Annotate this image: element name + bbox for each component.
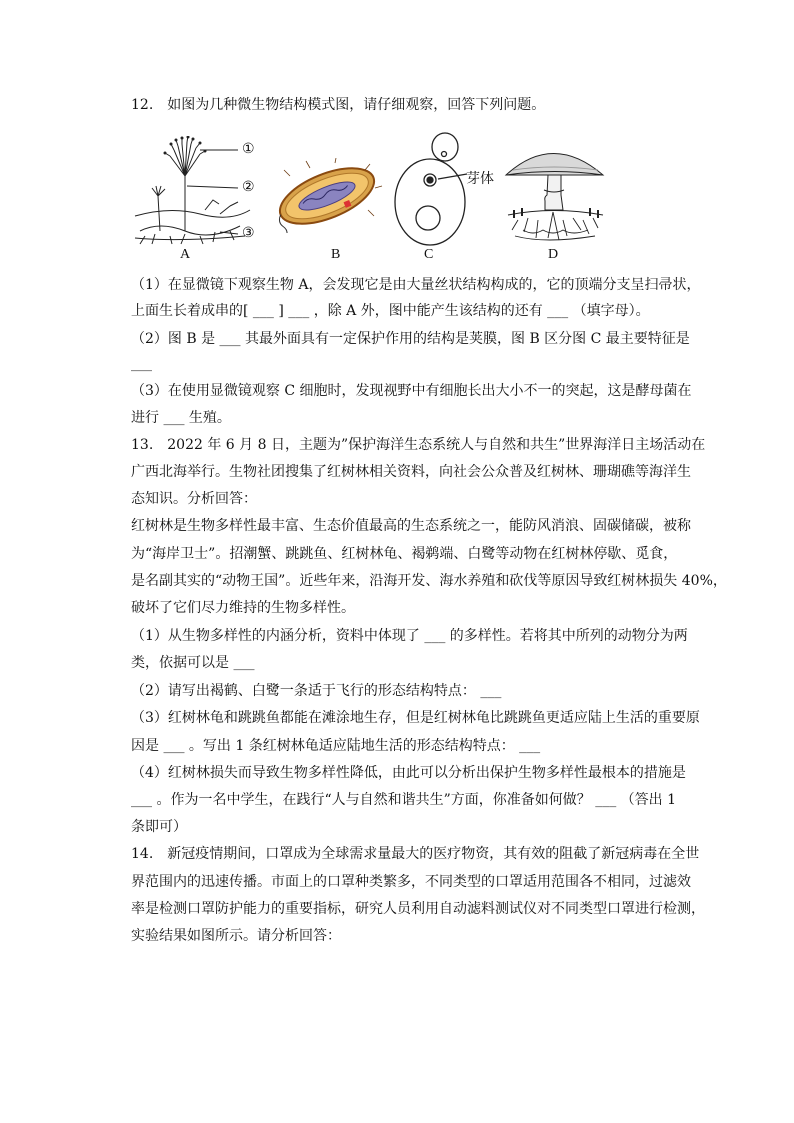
q12-part1-line2: 上面生长着成串的[ ___ ] ___ ，除 A 外，图中能产生该结构的还有 ___ （填字母）。 xyxy=(131,303,650,319)
q13-part4-line2: ___ 。作为一名中学生，在践行“人与自然和谐共生”方面，你准备如何做？ ___ （答出 1 xyxy=(131,792,677,808)
q13-line2: 广西北海举行。生物社团搜集了红树林相关资料，向社会公众普及红树林、珊瑚礁等海洋生 xyxy=(131,464,691,480)
q13-part1-line1: （1）从生物多样性的内涵分析，资料中体现了 ___ 的多样性。若将其中所列的动物分为两 xyxy=(131,628,688,644)
figure-d-mushroom xyxy=(503,140,608,245)
figure-label-c: C xyxy=(424,247,434,262)
q13-part4-line1: （4）红树林损失而导致生物多样性降低，由此可以分析出保护生物多样性最根本的措施是 xyxy=(131,765,686,781)
q12-part2-line1: （2）图 B 是 ___ 其最外面具有一定保护作用的结构是荚膜，图 B 区分图 C 最主要特征是 xyxy=(131,331,690,347)
q12-part2-line2: ___ xyxy=(131,356,152,372)
figure-c-yeast xyxy=(392,130,502,248)
figure-label-a: A xyxy=(180,247,191,262)
q14-line1: 14. 新冠疫情期间，口罩成为全球需求量最大的医疗物资，其有效的阻截了新冠病毒在全世 xyxy=(131,846,700,862)
q13-part3-line1: （3）红树林龟和跳跳鱼都能在滩涂地生存，但是红树林龟比跳跳鱼更适应陆上生活的重要原 xyxy=(131,710,700,726)
q13-material-line2: 为“海岸卫士”。招潮蟹、跳跳鱼、红树林龟、褐鹈端、白鹭等动物在红树林停歇、觅食， xyxy=(131,546,678,562)
callout-3: ③ xyxy=(242,226,255,241)
q12-part1-line1: （1）在显微镜下观察生物 A，会发现它是由大量丝状结构构成的，它的顶端分支呈扫帚状， xyxy=(131,277,701,293)
q14-line3: 率是检测口罩防护能力的重要指标，研究人员利用自动滤料测试仪对不同类型口罩进行检测， xyxy=(131,901,705,917)
q13-material-line3: 是名副其实的“动物王国”。近些年来，沿海开发、海水养殖和砍伐等原因导致红树林损失 40%， xyxy=(131,573,727,589)
q13-line1: 13. 2022 年 6 月 8 日，主题为”保护海洋生态系统人与自然和共生”世界海洋日主场活动在 xyxy=(131,437,706,453)
q13-line3: 态知识。分析回答： xyxy=(131,491,257,507)
q14-line4: 实验结果如图所示。请分析回答： xyxy=(131,928,341,944)
figure-label-d: D xyxy=(548,247,559,262)
figure-a-mold xyxy=(130,136,260,246)
q13-part3-line2: 因是 ___ 。写出 1 条红树林龟适应陆地生活的形态结构特点： ___ xyxy=(131,738,541,754)
callout-1: ① xyxy=(242,142,255,157)
figure-b-bacterium xyxy=(270,158,385,233)
q14-line2: 界范围内的迅速传播。市面上的口罩种类繁多，不同类型的口罩适用范围各不相同，过滤效 xyxy=(131,874,691,890)
q13-part2-line1: （2）请写出褐鹤、白鹭一条适于飞行的形态结构特点： ___ xyxy=(131,683,502,699)
q13-part1-line2: 类，依据可以是 ___ xyxy=(131,655,255,671)
q12-part3-line1: （3）在使用显微镜观察 C 细胞时，发现视野中有细胞长出大小不一的突起，这是酵母菌在 xyxy=(131,383,692,399)
bud-label: 芽体 xyxy=(466,172,494,187)
q13-material-line1: 红树林是生物多样性最丰富、生态价值最高的生态系统之一，能防风消浪、固碳储碳，被称 xyxy=(131,518,691,534)
q12-part3-line2: 进行 ___ 生殖。 xyxy=(131,410,231,426)
figure-label-b: B xyxy=(331,247,341,262)
q13-part4-line3: 条即可） xyxy=(131,819,187,835)
q13-material-line4: 破坏了它们尽力维持的生物多样性。 xyxy=(131,600,355,616)
q12-title: 12. 如图为几种微生物结构模式图，请仔细观察，回答下列问题。 xyxy=(131,97,546,113)
callout-2: ② xyxy=(242,180,255,195)
